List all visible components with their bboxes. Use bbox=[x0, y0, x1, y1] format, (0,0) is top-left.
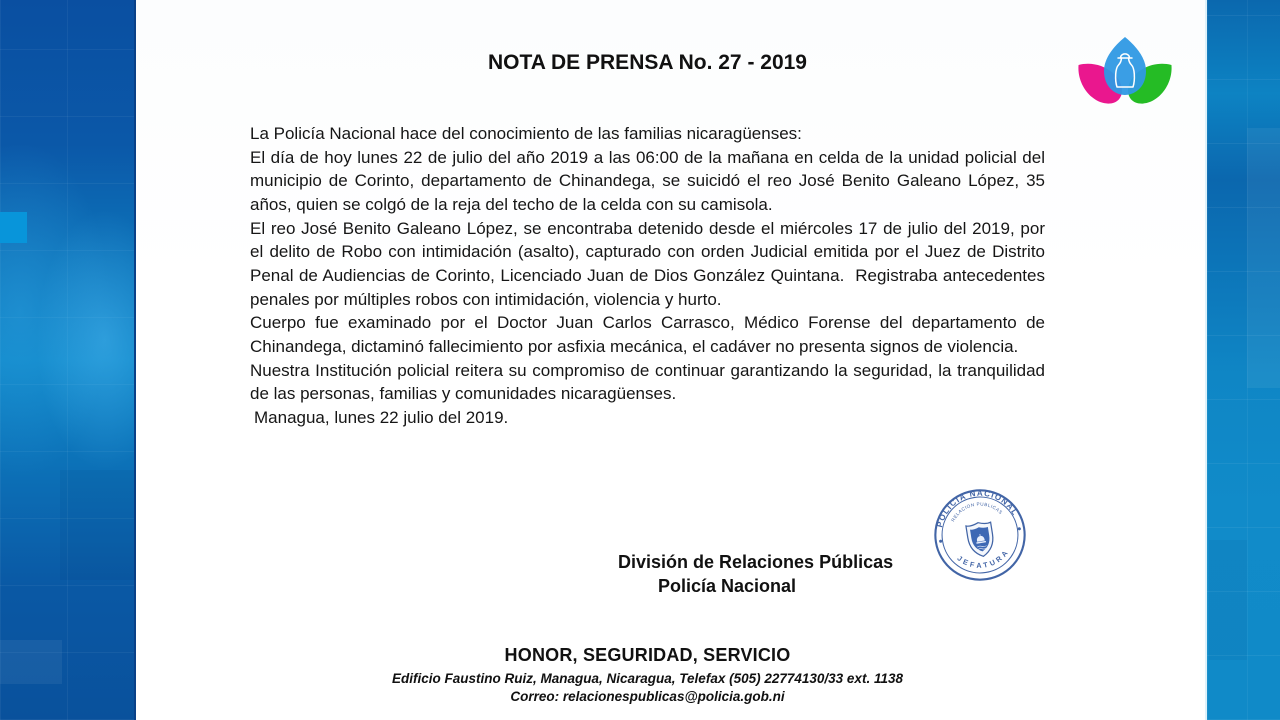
petal-blue-icon bbox=[1104, 37, 1146, 95]
police-flower-logo bbox=[1073, 33, 1177, 105]
signature-institution: Policía Nacional bbox=[658, 576, 797, 596]
mosaic-tile bbox=[60, 470, 136, 580]
mosaic-tile bbox=[1209, 540, 1247, 660]
document-footer bbox=[250, 645, 1045, 705]
tv-right-bar bbox=[1205, 0, 1280, 720]
seal-bottom-text: JEFATURA bbox=[955, 546, 1012, 570]
police-seal-stamp bbox=[932, 487, 1028, 583]
paragraph-dateline: Managua, lunes 22 julio del 2019. bbox=[254, 407, 509, 427]
footer-email: Correo: relacionespublicas@policia.gob.ni bbox=[510, 688, 785, 704]
signature-division: División de Relaciones Públicas bbox=[618, 552, 894, 572]
paragraph-forensic: Cuerpo fue examinado por el Doctor Juan Carlos Carrasco, Médico Forense del departamento de Chinandega, dictaminó fallecimiento por asfixia mecánica, el cadáver no presenta signos de violencia. bbox=[250, 313, 1045, 356]
paragraph-incident: El día de hoy lunes 22 de julio del año 2019 a las 06:00 de la mañana en celda de la unidad policial del municipio de Corinto, departamento de Chinandega, se suicidó el reo José Benito Galeano López, 35 años, quien se colgó de la reja del techo de la celda con su camisola. bbox=[250, 147, 1045, 214]
seal-mid-text: RELACION PUBLICAS bbox=[950, 501, 1004, 523]
mosaic-tile-bright bbox=[0, 212, 27, 243]
seal-shield-icon bbox=[966, 521, 996, 559]
mosaic-tile bbox=[1247, 128, 1280, 388]
press-release-title: NOTA DE PRENSA No. 27 - 2019 bbox=[488, 51, 807, 74]
footer-motto: HONOR, SEGURIDAD, SERVICIO bbox=[504, 645, 791, 665]
footer-address: Edificio Faustino Ruiz, Managua, Nicaragua, Telefax (505) 22774130/33 ext. 1138 bbox=[392, 671, 903, 686]
paragraph-detention: El reo José Benito Galeano López, se encontraba detenido desde el miércoles 17 de julio del 2019, por el delito de Robo con intimidación (asalto), capturado con orden Judicial emitida por el Juez de Distrito Penal de Audiencias de Corinto, Licenciado Juan de Dios González Quintana. Registraba antecedentes penales por múltiples robos con intimidación, violencia y hurto. bbox=[250, 218, 1045, 309]
paragraph-intro: La Policía Nacional hace del conocimiento de las familias nicaragüenses: bbox=[250, 124, 802, 143]
mosaic-tile bbox=[0, 640, 62, 684]
document-page bbox=[136, 0, 1205, 720]
paragraph-commitment: Nuestra Institución policial reitera su compromiso de continuar garantizando la seguridad, la tranquilidad de las personas, familias y comunidades nicaragüenses. bbox=[250, 360, 1045, 404]
tv-left-bar bbox=[0, 0, 136, 720]
press-release-body bbox=[250, 122, 1045, 430]
seal-top-text: POLICIA NACIONAL bbox=[935, 488, 1020, 529]
